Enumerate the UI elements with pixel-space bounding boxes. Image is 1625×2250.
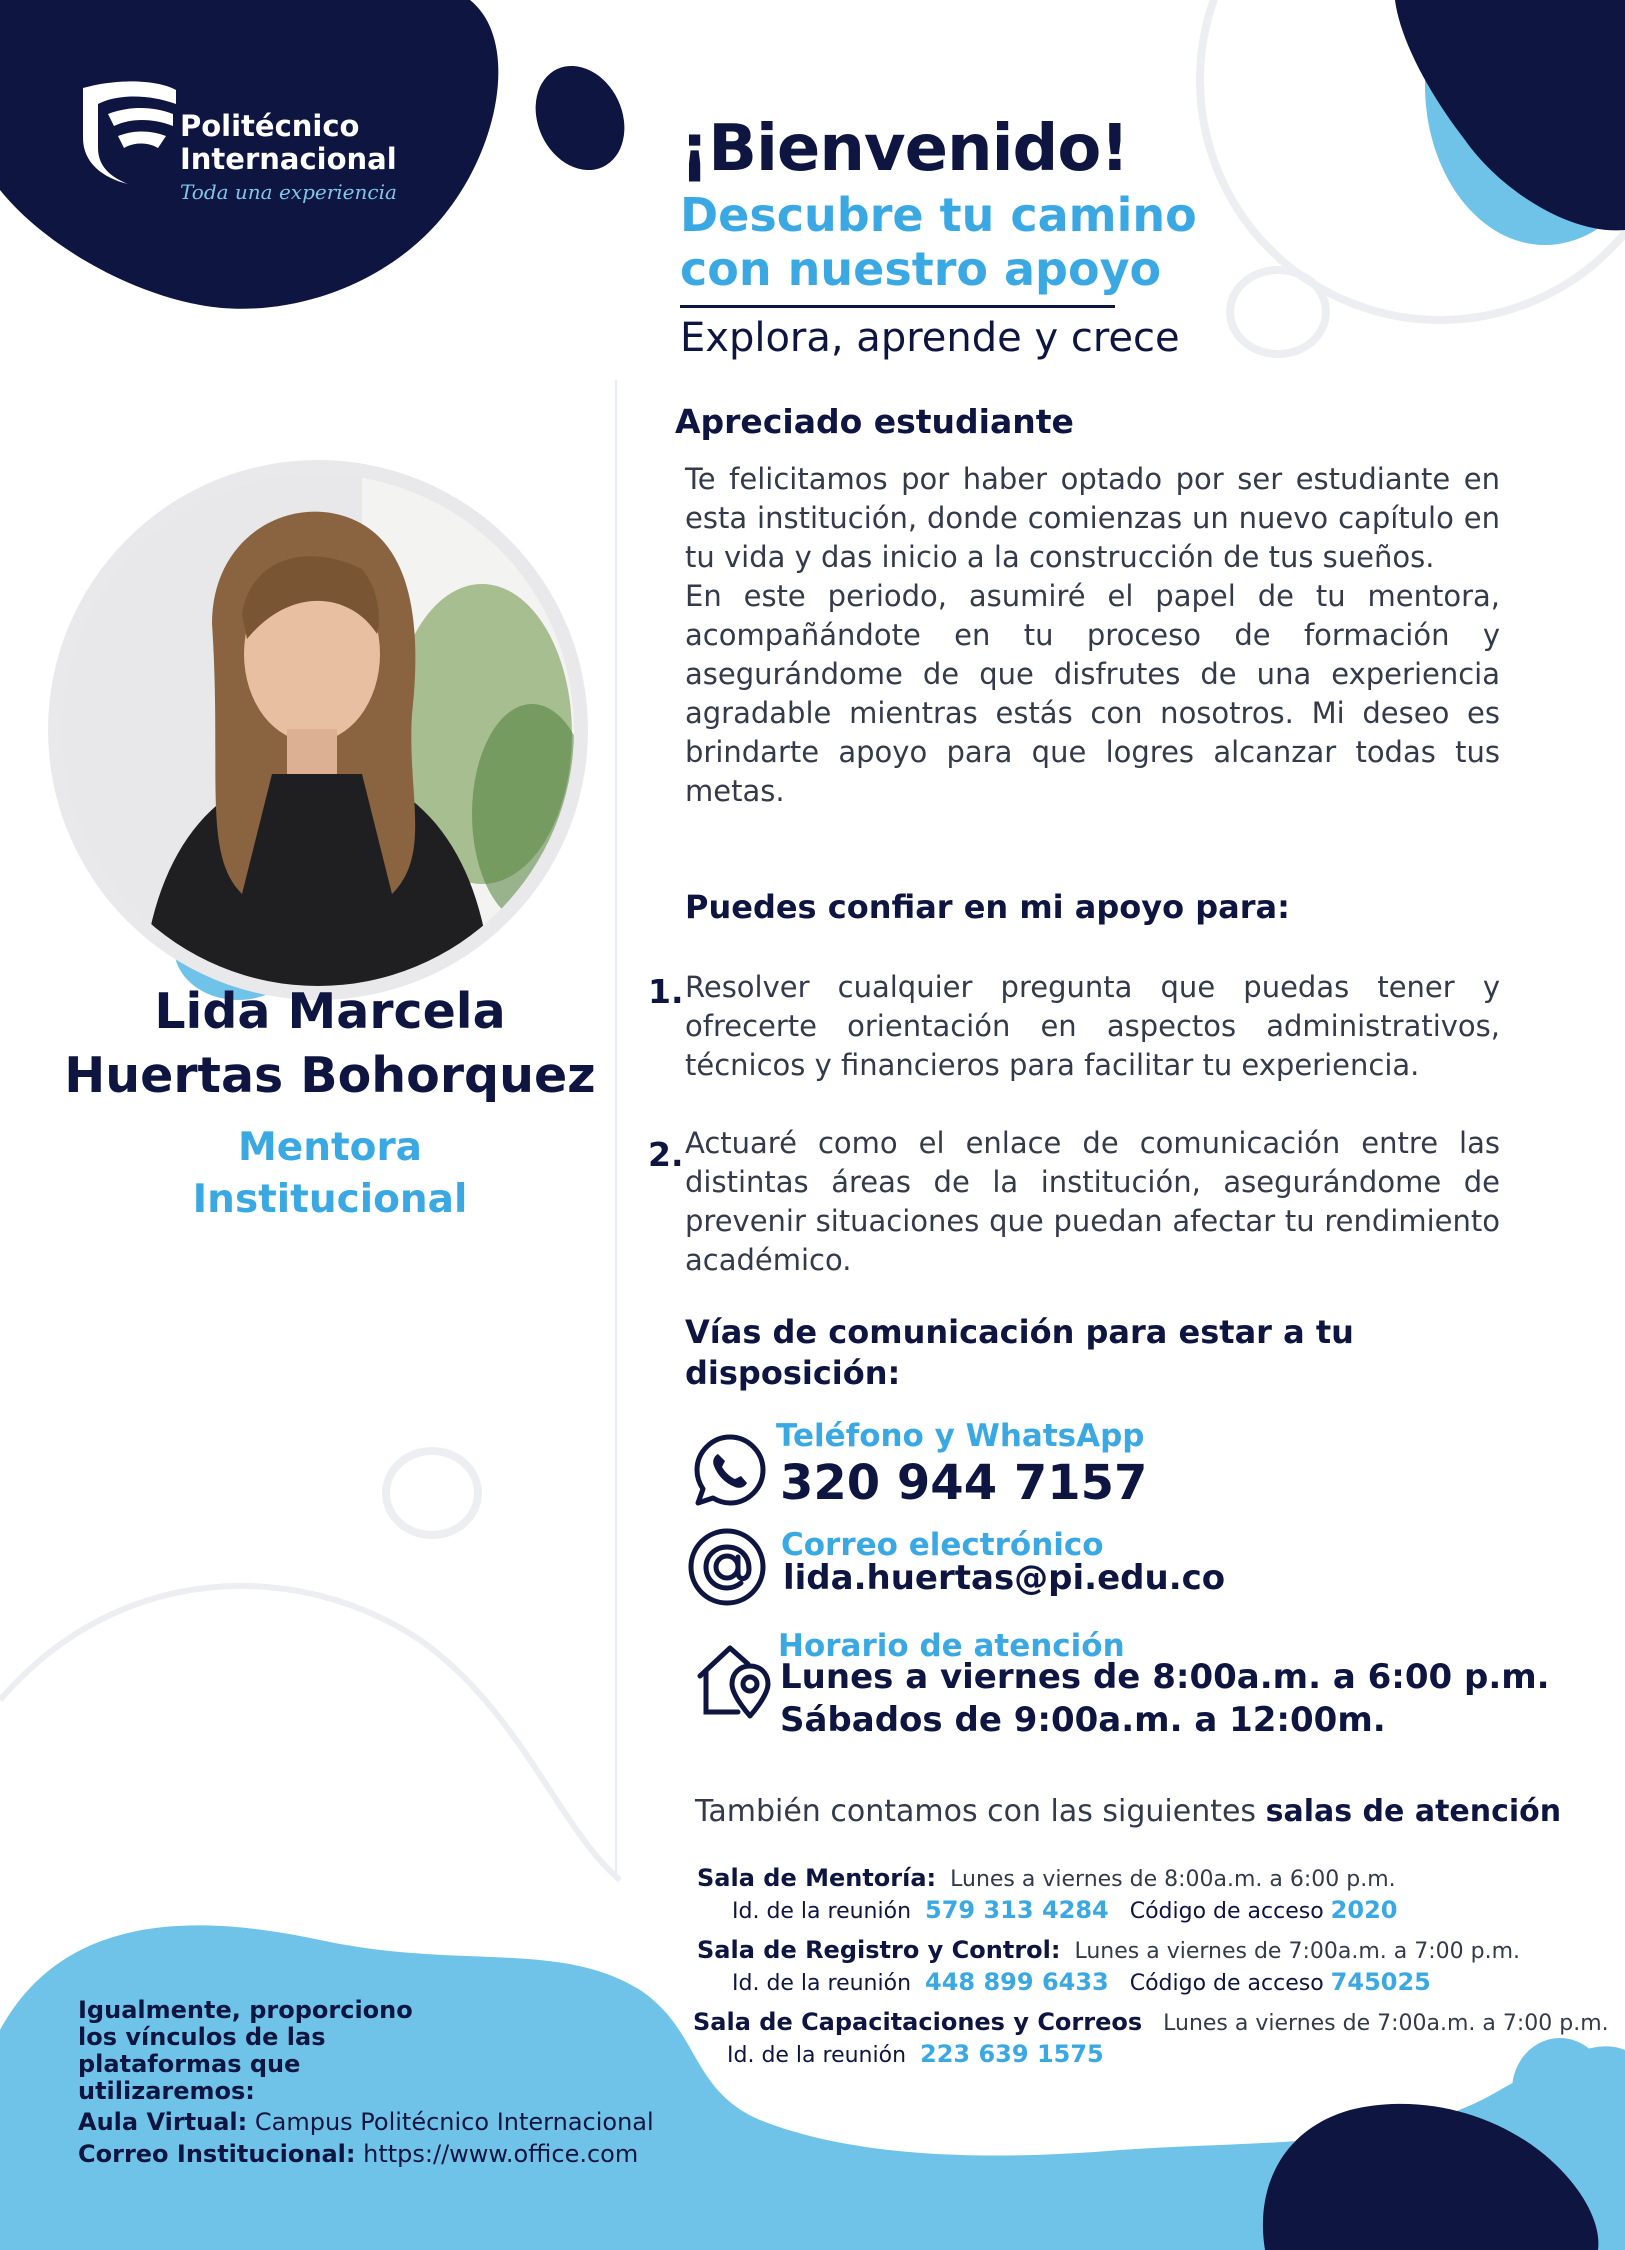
email-label: Correo electrónico: [781, 1527, 1104, 1563]
meeting-id[interactable]: 223 639 1575: [920, 2040, 1104, 2068]
support-item-2-text: Actuaré como el enlace de comunicación entre las distintas áreas de la institución, asegurándome de prevenir situaciones que puedan afectar tu rendimiento académico.: [685, 1126, 1500, 1277]
correo-institucional-label: Correo Institucional:: [78, 2140, 356, 2168]
access-code: 2020: [1330, 1896, 1398, 1924]
sala-capacitaciones-access: [727, 2040, 1104, 2068]
left-outline-ring: [386, 1451, 478, 1535]
mentor-name-line1: Lida Marcela: [154, 983, 506, 1040]
support-item-2-number: 2.: [648, 1135, 684, 1174]
at-sign-icon: [687, 1527, 767, 1607]
small-navy-oval: [519, 51, 641, 184]
access-code: 745025: [1330, 1968, 1431, 1996]
whatsapp-icon: [692, 1432, 768, 1508]
hours: [780, 1656, 1550, 1742]
access-code-label: Código de acceso: [1129, 1971, 1324, 1996]
aula-virtual-link[interactable]: [78, 2106, 654, 2138]
hero-subtitle-line2: con nuestro apoyo: [680, 242, 1162, 296]
home-location-icon: [692, 1640, 772, 1720]
mentor-name-line2: Huertas Bohorquez: [64, 1047, 596, 1104]
meeting-id[interactable]: 579 313 4284: [925, 1896, 1109, 1924]
hero-title: ¡Bienvenido!: [680, 112, 1129, 186]
correo-institucional-link[interactable]: [78, 2138, 654, 2170]
salas-intro-bold: salas de atención: [1265, 1794, 1562, 1829]
sala-mentoria-access: [732, 1896, 1397, 1924]
meeting-id[interactable]: 448 899 6433: [925, 1968, 1109, 1996]
mentor-name: [30, 980, 630, 1108]
sala-schedule: Lunes a viernes de 7:00a.m. a 7:00 p.m.: [1163, 2011, 1609, 2036]
support-heading: Puedes confiar en mi apoyo para:: [685, 888, 1290, 926]
footer-intro: Igualmente, proporciono los vínculos de las plataformas que utilizaremos:: [78, 1996, 413, 2105]
logo-text: [180, 110, 397, 204]
sala-registro-access: [732, 1968, 1431, 1996]
logo-name-line1: Politécnico: [180, 109, 360, 143]
hero-subtitle-line1: Descubre tu camino: [680, 188, 1197, 242]
intro-paragraph-2: En este periodo, asumiré el papel de tu mentora, acompañándote en tu proceso de formación y asegurándome de que disfrutes de una experiencia agradable mientras estás con nosotros. Mi deseo es brindarte apoyo para que logres alcanzar todas tus metas.: [685, 579, 1500, 808]
aula-virtual-label: Aula Virtual:: [78, 2108, 248, 2136]
hero-tagline: Explora, aprende y crece: [680, 315, 1180, 361]
contact-heading: Vías de comunicación para estar a tu disposición:: [685, 1313, 1354, 1392]
phone-label: Teléfono y WhatsApp: [776, 1418, 1145, 1454]
bottom-right-blue-dot: [1512, 2038, 1608, 2142]
salas-intro: [695, 1794, 1561, 1829]
sala-name: Sala de Registro y Control:: [697, 1936, 1061, 1964]
meeting-id-label: Id. de la reunión: [727, 2043, 907, 2068]
phone-number[interactable]: 320 944 7157: [780, 1455, 1148, 1511]
mentor-portrait-illustration: [62, 474, 574, 986]
hours-saturday: Sábados de 9:00a.m. a 12:00m.: [780, 1700, 1386, 1740]
left-outline-curve: [0, 1586, 620, 1880]
logo-tagline: Toda una experiencia: [180, 180, 397, 204]
access-code-label: Código de acceso: [1129, 1899, 1324, 1924]
sala-name: Sala de Capacitaciones y Correos: [693, 2008, 1143, 2036]
support-item-1-text: Resolver cualquier pregunta que puedas tener y ofrecerte orientación en aspectos administrativos, técnicos y financieros para facilitar tu experiencia.: [685, 970, 1500, 1082]
salas-intro-text: También contamos con las siguientes: [695, 1794, 1257, 1829]
logo-icon: [78, 78, 178, 188]
mentor-photo: [62, 474, 574, 986]
meeting-id-label: Id. de la reunión: [732, 1971, 912, 1996]
mentor-role: [30, 1122, 630, 1226]
email-address[interactable]: lida.huertas@pi.edu.co: [783, 1558, 1226, 1598]
logo-name-line2: Internacional: [180, 142, 397, 176]
correo-institucional-value: https://www.office.com: [363, 2140, 639, 2168]
sala-name: Sala de Mentoría:: [697, 1864, 937, 1892]
sala-schedule: Lunes a viernes de 7:00a.m. a 7:00 p.m.: [1074, 1939, 1521, 1964]
hero-divider: [680, 305, 1115, 308]
sala-schedule: Lunes a viernes de 8:00a.m. a 6:00 p.m.: [950, 1867, 1396, 1892]
hours-weekdays: Lunes a viernes de 8:00a.m. a 6:00 p.m.: [780, 1657, 1550, 1697]
mentor-role-line2: Institucional: [192, 1177, 468, 1222]
meeting-id-label: Id. de la reunión: [732, 1899, 912, 1924]
footer-links: [78, 2106, 654, 2170]
intro-paragraph-1: Te felicitamos por haber optado por ser estudiante en esta institución, donde comienzas un nuevo capítulo en tu vida y das inicio a la construcción de tus sueños.: [685, 462, 1500, 574]
aula-virtual-value: Campus Politécnico Internacional: [254, 2108, 654, 2136]
intro-text: [685, 460, 1500, 811]
sala-registro: [697, 1936, 1520, 1964]
sala-capacitaciones: [693, 2008, 1609, 2036]
sala-mentoria: [697, 1864, 1396, 1892]
hours-label: Horario de atención: [778, 1628, 1125, 1664]
support-item-1-number: 1.: [648, 972, 684, 1011]
hero-subtitle: [680, 188, 1300, 296]
greeting: Apreciado estudiante: [675, 402, 1074, 441]
mentor-role-line1: Mentora: [237, 1125, 422, 1170]
